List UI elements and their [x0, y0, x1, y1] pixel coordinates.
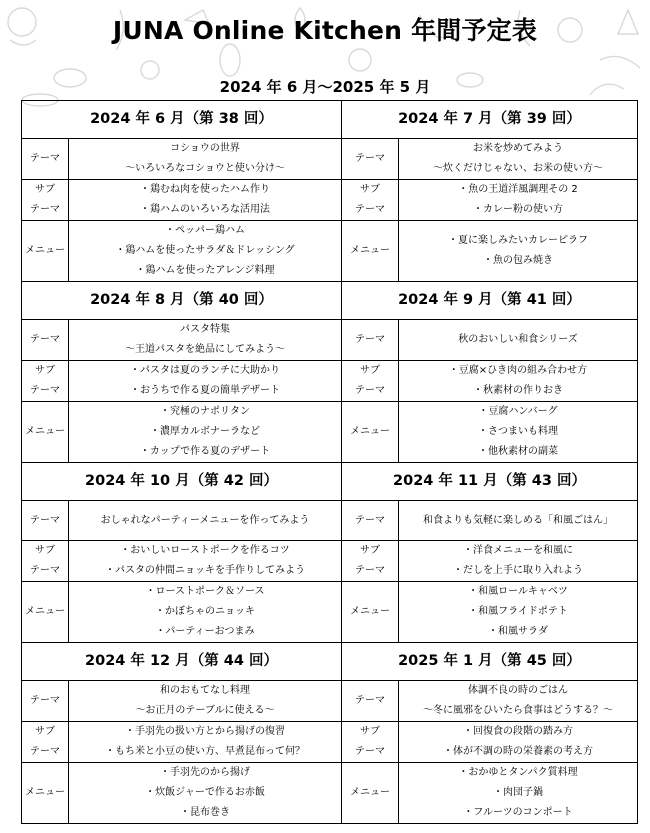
menu-cell-line: ・カップで作る夏のデザート — [139, 446, 271, 457]
row-label-lines — [342, 602, 398, 622]
sub-theme-row — [22, 180, 638, 221]
menu-cell-line: ・炊飯ジャーで作るお赤飯 — [145, 787, 265, 798]
theme-cell — [69, 501, 342, 541]
menu-row — [22, 582, 638, 643]
sub-theme-row — [22, 541, 638, 582]
row-label — [342, 180, 399, 221]
menu-cell — [69, 763, 342, 824]
schedule-period: 2024 年 6 月～2025 年 5 月 — [219, 78, 431, 96]
row-label-lines — [342, 180, 398, 220]
row-label — [342, 541, 399, 582]
theme-cell — [399, 139, 638, 180]
row-label-lines — [22, 149, 68, 169]
theme-row — [22, 681, 638, 722]
theme-cell-line: パスタ特集 — [180, 324, 230, 335]
row-label-text: サブ — [35, 545, 55, 556]
row-label-text: テーマ — [30, 565, 60, 576]
sub-theme-cell-lines — [399, 541, 637, 581]
theme-cell-line: ～お正月のテーブルに使える～ — [135, 705, 275, 716]
theme-cell — [399, 320, 638, 361]
theme-cell-line: お米を炒めてみよう — [473, 143, 563, 154]
row-label — [22, 582, 69, 643]
menu-row — [22, 221, 638, 282]
sub-theme-cell-line: ・回復食の段階の踏み方 — [463, 726, 573, 737]
menu-cell-lines — [69, 582, 341, 642]
row-label-lines — [342, 241, 398, 261]
menu-cell-line: ・和風ロールキャベツ — [468, 586, 568, 597]
row-label-text: テーマ — [355, 514, 385, 526]
theme-cell-lines — [69, 320, 341, 360]
theme-cell — [69, 681, 342, 722]
theme-cell-lines — [399, 511, 637, 531]
sub-theme-cell-lines — [399, 180, 637, 220]
row-label-lines — [342, 330, 398, 350]
menu-cell-line: ・かぼちゃのニョッキ — [155, 606, 255, 617]
sub-theme-cell-line: ・洋食メニューを和風に — [463, 545, 573, 556]
theme-cell-lines — [69, 681, 341, 721]
row-label-text: サブ — [360, 545, 380, 556]
month-title: 2024 年 6 月（第 38 回） — [22, 101, 342, 139]
row-label-lines — [342, 783, 398, 803]
menu-cell-lines — [399, 763, 637, 823]
month-title: 2024 年 11 月（第 43 回） — [342, 463, 638, 501]
menu-cell-lines — [399, 402, 637, 462]
row-label-text: サブ — [360, 184, 380, 195]
row-label — [22, 681, 69, 722]
row-label — [22, 320, 69, 361]
row-label-text: テーマ — [30, 204, 60, 215]
row-label-text: サブ — [360, 726, 380, 737]
row-label-text: サブ — [360, 365, 380, 376]
row-label — [22, 221, 69, 282]
theme-row — [22, 501, 638, 541]
sub-theme-cell — [69, 361, 342, 402]
menu-cell-line: ・さつまいも料理 — [478, 426, 558, 437]
row-label — [342, 681, 399, 722]
sub-theme-cell-line: ・体が不調の時の栄養素の考え方 — [443, 746, 593, 757]
sub-theme-cell-line: ・手羽先の扱い方とから揚げの復習 — [125, 726, 285, 737]
row-label-text: メニュー — [25, 606, 65, 617]
menu-cell-lines — [69, 763, 341, 823]
sub-theme-row — [22, 722, 638, 763]
theme-cell — [399, 501, 638, 541]
row-label-lines — [22, 180, 68, 220]
row-label-text: テーマ — [355, 204, 385, 215]
menu-cell — [399, 402, 638, 463]
menu-cell-line: ・フルーツのコンポート — [463, 807, 573, 818]
row-label — [342, 402, 399, 463]
menu-cell-line: ・ペッパー鶏ハム — [165, 225, 245, 236]
row-label — [342, 320, 399, 361]
row-label-lines — [342, 361, 398, 401]
row-label-lines — [22, 691, 68, 711]
sub-theme-cell-line: ・鶏むね肉を使ったハム作り — [140, 184, 270, 195]
row-label-text: メニュー — [25, 426, 65, 437]
row-label — [22, 541, 69, 582]
row-label — [22, 361, 69, 402]
menu-cell-line: ・魚の包み焼き — [483, 255, 553, 266]
row-label — [22, 180, 69, 221]
sub-theme-cell-lines — [399, 722, 637, 762]
sub-theme-cell-lines — [69, 722, 341, 762]
row-label — [342, 221, 399, 282]
row-label — [342, 722, 399, 763]
row-label-text: サブ — [35, 365, 55, 376]
month-title: 2024 年 10 月（第 42 回） — [22, 463, 342, 501]
menu-cell-line: ・和風フライドポテト — [468, 606, 568, 617]
row-label — [22, 501, 69, 541]
menu-row — [22, 402, 638, 463]
menu-cell-line: ・他秋素材の副菜 — [478, 446, 558, 457]
theme-cell — [69, 139, 342, 180]
theme-cell-lines — [399, 139, 637, 179]
sub-theme-cell-line: ・鶏ハムのいろいろな活用法 — [140, 204, 270, 215]
theme-cell-line: 和のおもてなし料理 — [160, 685, 250, 696]
menu-cell-lines — [399, 231, 637, 271]
sub-theme-cell — [399, 541, 638, 582]
row-label — [342, 582, 399, 643]
menu-cell-line: ・ローストポーク＆ソース — [145, 586, 265, 597]
sub-theme-cell-line: ・もち米と小豆の使い方、早煮昆布って何？ — [105, 746, 305, 757]
sub-theme-cell-line: ・秋素材の作りおき — [473, 385, 563, 396]
row-label-lines — [22, 241, 68, 261]
menu-cell-line: ・豆腐ハンバーグ — [478, 406, 558, 417]
row-label-lines — [22, 541, 68, 581]
row-label-text: メニュー — [25, 245, 65, 256]
row-label — [342, 139, 399, 180]
row-label-lines — [342, 691, 398, 711]
row-label-lines — [22, 330, 68, 350]
sub-theme-cell — [399, 180, 638, 221]
row-label-text: テーマ — [355, 153, 385, 164]
menu-cell-line: ・濃厚カルボナーラなど — [150, 426, 260, 437]
menu-row — [22, 763, 638, 824]
row-label-text: サブ — [35, 184, 55, 195]
menu-cell-lines — [399, 582, 637, 642]
theme-row — [22, 139, 638, 180]
menu-cell-line: ・肉団子鍋 — [493, 787, 543, 798]
row-label-lines — [342, 422, 398, 442]
sub-theme-cell — [69, 180, 342, 221]
row-label-lines — [22, 511, 68, 531]
theme-cell-line: ～冬に風邪をひいたら食事はどうする？～ — [423, 705, 613, 716]
menu-cell-line: ・手羽先のから揚げ — [160, 767, 250, 778]
menu-cell-line: ・鶏ハムを使ったアレンジ料理 — [135, 265, 275, 276]
theme-cell-line: 秋のおいしい和食シリーズ — [458, 334, 578, 345]
sub-theme-cell-lines — [69, 541, 341, 581]
theme-cell-line: おしゃれなパーティーメニューを作ってみよう — [100, 514, 310, 526]
menu-cell-lines — [69, 221, 341, 281]
month-header-row — [22, 101, 638, 139]
sub-theme-cell-line: ・おうちで作る夏の簡単デザート — [130, 385, 280, 396]
month-title: 2024 年 12 月（第 44 回） — [22, 643, 342, 681]
annual-schedule-table — [21, 100, 638, 824]
menu-cell-line: ・鶏ハムを使ったサラダ＆ドレッシング — [115, 245, 295, 256]
theme-cell-line: 体調不良の時のごはん — [468, 685, 568, 696]
row-label — [342, 763, 399, 824]
row-label-text: テーマ — [30, 746, 60, 757]
theme-cell-lines — [399, 681, 637, 721]
row-label-text: サブ — [35, 726, 55, 737]
row-label-text: テーマ — [30, 514, 60, 526]
row-label — [22, 139, 69, 180]
row-label-text: テーマ — [30, 334, 60, 345]
row-label — [22, 402, 69, 463]
row-label-lines — [22, 783, 68, 803]
sub-theme-cell-line: ・だしを上手に取り入れよう — [453, 565, 583, 576]
month-title: 2025 年 1 月（第 45 回） — [342, 643, 638, 681]
sub-theme-cell-lines — [69, 361, 341, 401]
sub-theme-cell-line: ・カレー粉の使い方 — [473, 204, 563, 215]
menu-cell-lines — [69, 402, 341, 462]
sub-theme-cell-line: ・パスタは夏のランチに大助かり — [130, 365, 280, 376]
page-title: JUNA Online Kitchen 年間予定表 — [112, 16, 538, 45]
row-label-lines — [22, 602, 68, 622]
row-label-text: メニュー — [25, 787, 65, 798]
sub-theme-cell-line: ・おいしいローストポークを作るコツ — [120, 545, 290, 556]
month-title: 2024 年 8 月（第 40 回） — [22, 282, 342, 320]
sub-theme-cell — [399, 722, 638, 763]
row-label-text: テーマ — [355, 334, 385, 345]
menu-cell — [399, 582, 638, 643]
menu-cell — [69, 582, 342, 643]
sub-theme-cell — [69, 541, 342, 582]
row-label-lines — [342, 541, 398, 581]
menu-cell-line: ・和風サラダ — [488, 626, 548, 637]
theme-row — [22, 320, 638, 361]
menu-cell-line: ・夏に楽しみたいカレーピラフ — [448, 235, 588, 246]
sub-theme-cell-line: ・パスタの仲間ニョッキを手作りしてみよう — [105, 565, 305, 576]
theme-cell-line: 和食よりも気軽に楽しめる「和風ごはん」 — [423, 514, 613, 526]
theme-cell-lines — [69, 139, 341, 179]
row-label — [342, 361, 399, 402]
row-label-text: メニュー — [350, 787, 390, 798]
row-label — [342, 501, 399, 541]
menu-cell-line: ・パーティーおつまみ — [155, 626, 255, 637]
sub-theme-cell-lines — [69, 180, 341, 220]
sub-theme-cell-line: ・豆腐×ひき肉の組み合わせ方 — [448, 365, 588, 376]
row-label-text: メニュー — [350, 606, 390, 617]
sub-theme-cell-line: ・魚の王道洋風調理その 2 — [458, 184, 578, 195]
row-label-lines — [22, 722, 68, 762]
row-label-lines — [342, 511, 398, 531]
row-label-lines — [342, 149, 398, 169]
row-label-lines — [22, 361, 68, 401]
row-label — [22, 722, 69, 763]
row-label-text: テーマ — [355, 385, 385, 396]
menu-cell-line: ・昆布巻き — [180, 807, 230, 818]
theme-cell-lines — [399, 330, 637, 350]
menu-cell — [399, 763, 638, 824]
menu-cell-line: ・おかゆとタンパク質料理 — [458, 767, 578, 778]
row-label-text: メニュー — [350, 426, 390, 437]
sub-theme-row — [22, 361, 638, 402]
sub-theme-cell — [69, 722, 342, 763]
menu-cell — [399, 221, 638, 282]
month-title: 2024 年 9 月（第 41 回） — [342, 282, 638, 320]
theme-cell-line: ～いろいろなコショウと使い分け～ — [125, 163, 285, 174]
row-label-text: テーマ — [30, 385, 60, 396]
row-label-text: テーマ — [355, 565, 385, 576]
row-label-text: テーマ — [355, 695, 385, 706]
month-header-row — [22, 282, 638, 320]
month-header-row — [22, 463, 638, 501]
theme-cell — [399, 681, 638, 722]
menu-cell — [69, 221, 342, 282]
row-label-lines — [22, 422, 68, 442]
row-label-text: メニュー — [350, 245, 390, 256]
theme-cell-line: ～王道パスタを絶品にしてみよう～ — [125, 344, 285, 355]
month-title: 2024 年 7 月（第 39 回） — [342, 101, 638, 139]
month-header-row — [22, 643, 638, 681]
row-label-text: テーマ — [30, 153, 60, 164]
row-label-text: テーマ — [355, 746, 385, 757]
menu-cell — [69, 402, 342, 463]
theme-cell-line: ～炊くだけじゃない、お米の使い方～ — [433, 163, 603, 174]
sub-theme-cell — [399, 361, 638, 402]
row-label-text: テーマ — [30, 695, 60, 706]
row-label — [22, 763, 69, 824]
sub-theme-cell-lines — [399, 361, 637, 401]
theme-cell-lines — [69, 511, 341, 531]
theme-cell-line: コショウの世界 — [170, 143, 240, 154]
menu-cell-line: ・究極のナポリタン — [160, 406, 250, 417]
theme-cell — [69, 320, 342, 361]
row-label-lines — [342, 722, 398, 762]
